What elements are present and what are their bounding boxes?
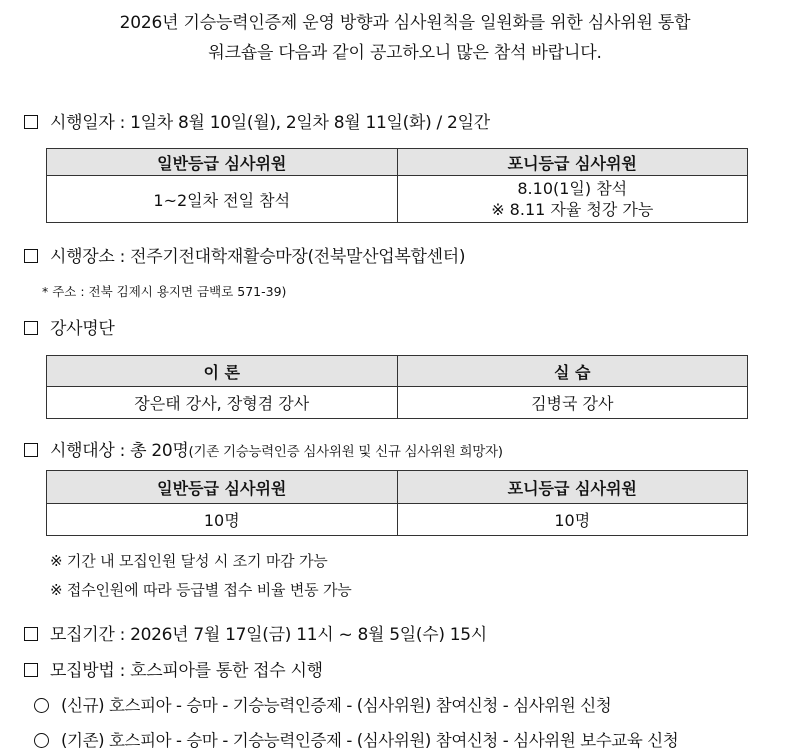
target-header-general: 일반등급 심사위원 — [47, 471, 398, 504]
checkbox-square-icon — [24, 663, 38, 677]
recruit-period-label: 모집기간 : 2026년 7월 17일(금) 11시 ~ 8월 5일(수) 15시 — [50, 625, 487, 645]
venue-address: * 주소 : 전북 김제시 용지면 금백로 571-39) — [42, 284, 287, 299]
target-header-pony: 포니등급 심사위원 — [397, 471, 748, 504]
circle-bullet-icon — [34, 733, 49, 748]
instructors-header-practice: 실 습 — [397, 356, 748, 387]
intro-line-2: 워크숍을 다음과 같이 공고하오니 많은 참석 바랍니다. — [208, 43, 602, 63]
circle-bullet-icon — [34, 698, 49, 713]
schedule-pony-line-2: ※ 8.11 자율 청강 가능 — [491, 200, 654, 219]
venue-section — [24, 242, 465, 267]
target-remark-1: ※ 기간 내 모집인원 달성 시 조기 마감 가능 — [50, 552, 328, 570]
checkbox-square-icon — [24, 249, 38, 263]
instructors-header-theory: 이 론 — [47, 356, 398, 387]
recruit-option-existing-text: (기존) 호스피아 - 승마 - 기승능력인증제 - (심사위원) 참여신청 - 심사위원 보수교육 신청 — [61, 731, 679, 750]
schedule-table — [46, 148, 748, 223]
instructors-theory-cell: 장은태 강사, 장형겸 강사 — [47, 387, 398, 419]
schedule-pony-line-1: 8.10(1일) 참석 — [517, 179, 628, 198]
schedule-pony-cell — [397, 176, 748, 223]
venue-label: 시행장소 : 전주기전대학재활승마장(전북말산업복합센터) — [50, 247, 466, 267]
schedule-header-general: 일반등급 심사위원 — [47, 149, 398, 176]
instructors-practice-cell: 김병국 강사 — [397, 387, 748, 419]
target-table — [46, 470, 748, 536]
instructors-section — [24, 314, 115, 339]
recruit-option-new-text: (신규) 호스피아 - 승마 - 기승능력인증제 - (심사위원) 참여신청 - 심사위원 신청 — [61, 696, 612, 715]
schedule-header-pony: 포니등급 심사위원 — [397, 149, 748, 176]
target-label-main: 시행대상 : 총 20명 — [50, 441, 189, 461]
recruit-period-section — [24, 620, 487, 645]
recruit-option-new — [34, 692, 611, 716]
target-label-sub: (기존 기승능력인증 심사위원 및 신규 심사위원 희망자) — [188, 444, 503, 460]
target-pony-count: 10명 — [397, 504, 748, 536]
recruit-method-label: 모집방법 : 호스피아를 통한 접수 시행 — [50, 661, 323, 681]
instructors-table — [46, 355, 748, 419]
target-general-count: 10명 — [47, 504, 398, 536]
recruit-option-existing — [34, 727, 678, 751]
schedule-section — [24, 108, 490, 133]
checkbox-square-icon — [24, 115, 38, 129]
instructors-label: 강사명단 — [50, 319, 115, 339]
checkbox-square-icon — [24, 443, 38, 457]
schedule-label: 시행일자 : 1일차 8월 10일(월), 2일차 8월 11일(화) / 2일간 — [50, 113, 490, 133]
target-remark-2: ※ 접수인원에 따라 등급별 접수 비율 변동 가능 — [50, 581, 352, 599]
target-section — [24, 436, 503, 461]
intro-line-1: 2026년 기승능력인증제 운영 방향과 심사원칙을 일원화를 위한 심사위원 통합 — [119, 13, 691, 33]
checkbox-square-icon — [24, 321, 38, 335]
schedule-general-cell: 1~2일차 전일 참석 — [47, 176, 398, 223]
recruit-method-section — [24, 656, 323, 681]
checkbox-square-icon — [24, 627, 38, 641]
